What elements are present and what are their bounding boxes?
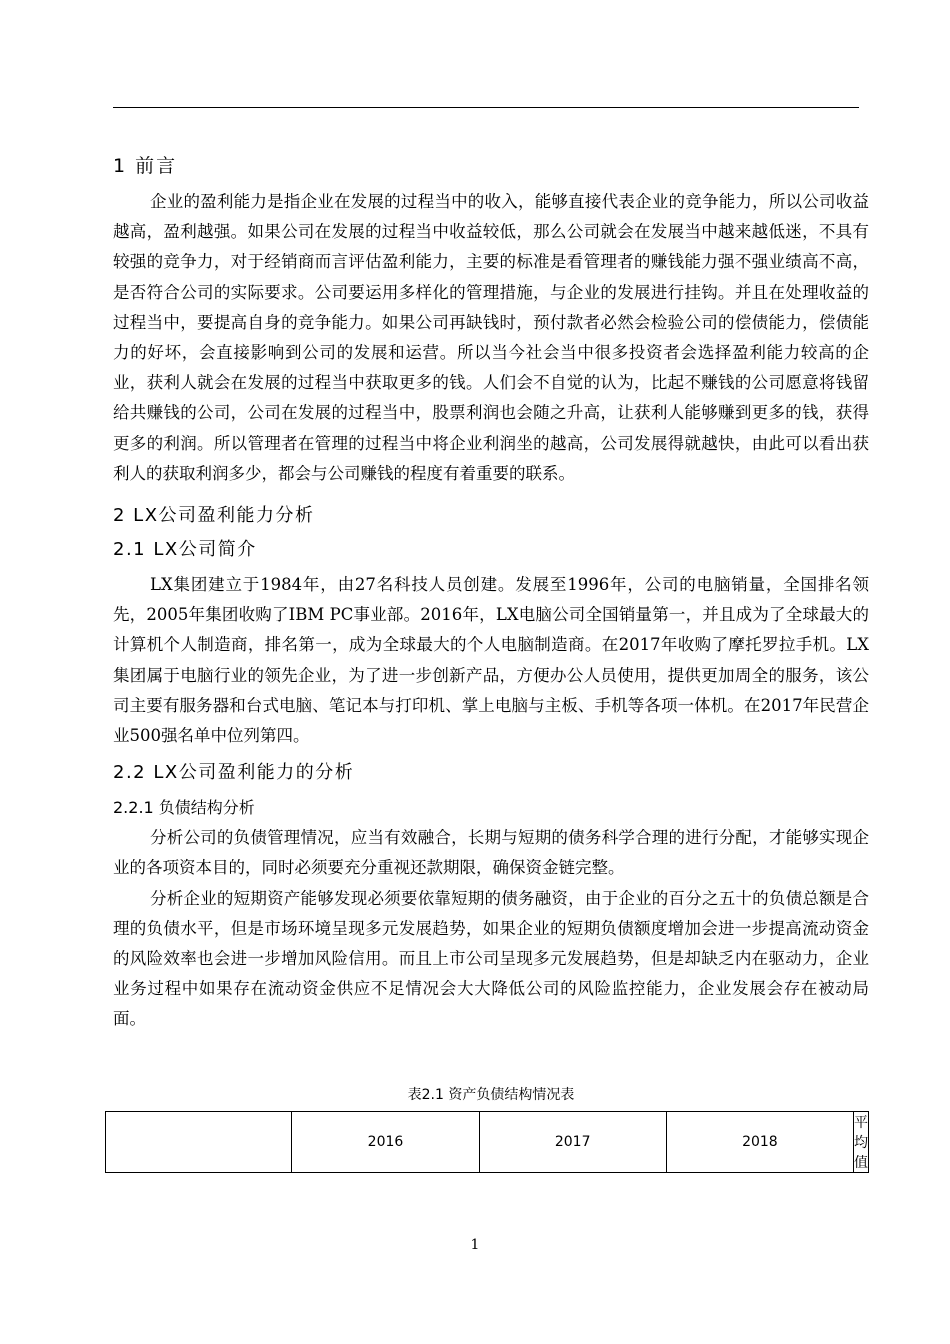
table-header-cell: 2018	[666, 1111, 853, 1172]
balance-structure-table	[105, 1111, 869, 1173]
subsection-heading: 2.1 LX公司简介	[113, 539, 257, 561]
subsection-heading: 2.2 LX公司盈利能力的分析	[113, 762, 355, 784]
table-header-cell: 2016	[292, 1111, 479, 1172]
paragraph: LX集团建立于1984年，由27名科技人员创建。发展至1996年，公司的电脑销量，全国排名领先，2005年集团收购了IBM PC事业部。2016年，LX电脑公司全国销量第一，并且成为了全球最大的计算机个人制造商，排名第一，成为全球最大的个人电脑制造商。在2017年收购了摩托罗拉手机。LX集团属于电脑行业的领先企业，为了进一步创新产品，方便办公人员使用，提供更加周全的服务，该公司主要有服务器和台式电脑、笔记本与打印机、掌上电脑与主板、手机等各项一体机。在2017年民营企业500强名单中位列第四。	[113, 575, 869, 746]
page-content	[113, 152, 869, 1173]
table-caption: 表2.1 资产负债结构情况表	[407, 1086, 575, 1103]
subsubsection-heading: 2.2.1 负债结构分析	[113, 798, 255, 818]
section-heading: 2 LX公司盈利能力分析	[113, 505, 315, 527]
paragraph: 企业的盈利能力是指企业在发展的过程当中的收入，能够直接代表企业的竞争能力，所以公司收益越高，盈利越强。如果公司在发展的过程当中收益较低，那么公司就会在发展当中越来越低迷，不具有较强的竞争力，对于经销商而言评估盈利能力，主要的标准是看管理者的赚钱能力强不强业绩高不高，是否符合公司的实际要求。公司要运用多样化的管理措施，与企业的发展进行挂钩。并且在处理收益的过程当中，要提高自身的竞争能力。如果公司再缺钱时，预付款者必然会检验公司的偿债能力，偿债能力的好坏，会直接影响到公司的发展和运营。所以当今社会当中很多投资者会选择盈利能力较高的企业，获利人就会在发展的过程当中获取更多的钱。人们会不自觉的认为，比起不赚钱的公司愿意将钱留给共赚钱的公司，公司在发展的过程当中，股票利润也会随之升高，让获利人能够赚到更多的钱，获得更多的利润。所以管理者在管理的过程当中将企业利润坐的越高，公司发展得就越快，由此可以看出获利人的获取利润多少，都会与公司赚钱的程度有着重要的联系。	[113, 192, 869, 483]
section-heading: 1 前言	[113, 155, 178, 177]
paragraph: 分析企业的短期资产能够发现必须要依靠短期的债务融资，由于企业的百分之五十的负债总额是合理的负债水平，但是市场环境呈现多元发展趋势，如果企业的短期负债额度增加会进一步提高流动资金的风险效率也会进一步增加风险信用。而且上市公司呈现多元发展趋势，但是却缺乏内在驱动力，企业业务过程中如果存在流动资金供应不足情况会大大降低公司的风险监控能力，企业发展会存在被动局面。	[113, 888, 869, 1029]
paragraph: 分析公司的负债管理情况，应当有效融合，长期与短期的债务科学合理的进行分配，才能够实现企业的各项资本目的，同时必须要充分重视还款期限，确保资金链完整。	[113, 828, 869, 878]
table-header-cell	[106, 1111, 292, 1172]
header-rule	[113, 107, 859, 108]
table-header-cell: 平均值	[853, 1111, 868, 1172]
page-number: 1	[470, 1237, 480, 1253]
table-header-row	[106, 1111, 869, 1172]
table-header-cell: 2017	[479, 1111, 666, 1172]
